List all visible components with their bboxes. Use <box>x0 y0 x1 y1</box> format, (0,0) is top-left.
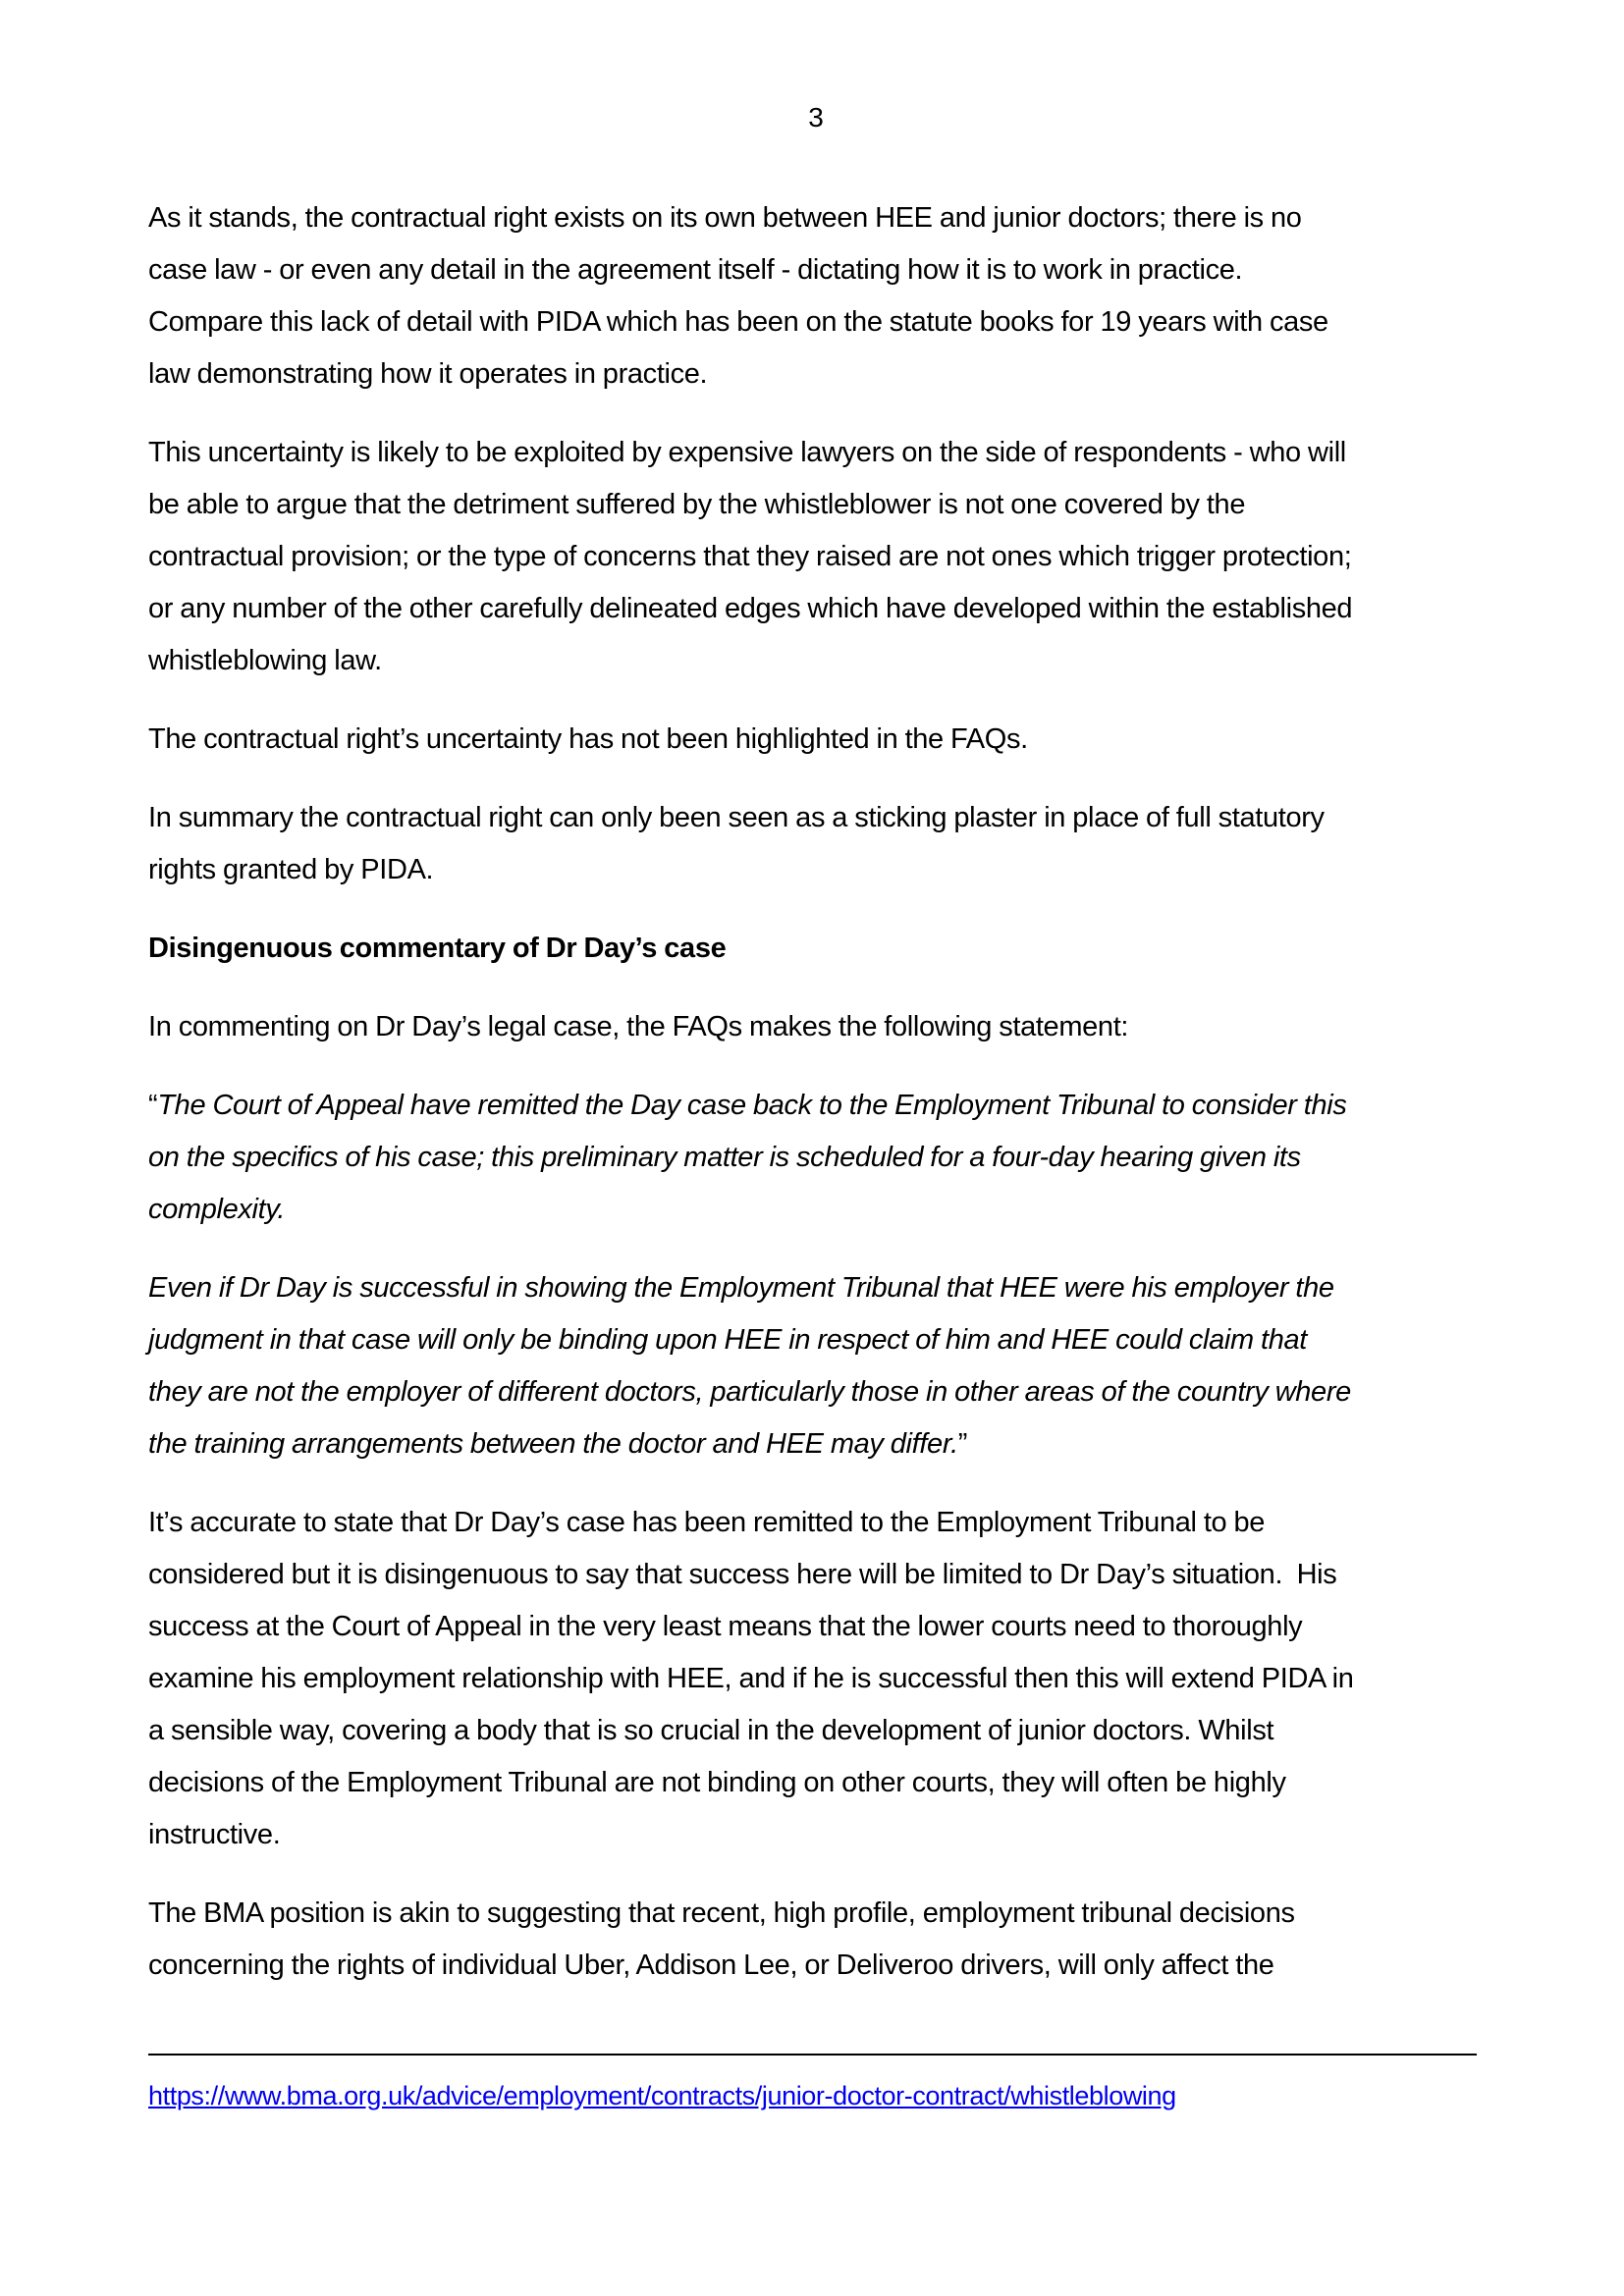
quote-text: they are not the employer of different doctors, particularly those in other areas of the country where <box>148 1376 1351 1408</box>
text-line: The BMA position is akin to suggesting that recent, high profile, employment tribunal decisions <box>148 1897 1295 1929</box>
footnote-divider <box>148 2054 1477 2056</box>
text-line: case law - or even any detail in the agreement itself - dictating how it is to work in practice. <box>148 254 1243 286</box>
quote-text: The Court of Appeal have remitted the Day case back to the Employment Tribunal to consider this <box>157 1090 1347 1121</box>
paragraph-faqs-statement-intro <box>148 1001 1489 1053</box>
paragraph-contractual-right <box>148 192 1489 400</box>
quote-paragraph-court-of-appeal <box>148 1080 1489 1236</box>
text-line: law demonstrating how it operates in practice. <box>148 358 708 390</box>
quote-line <box>148 1184 1489 1236</box>
text-line: rights granted by PIDA. <box>148 854 434 885</box>
text-line: Compare this lack of detail with PIDA which has been on the statute books for 19 years with case <box>148 306 1328 338</box>
quote-text: on the specifics of his case; this preliminary matter is scheduled for a four-day hearing given its <box>148 1142 1301 1173</box>
text-line: be able to argue that the detriment suffered by the whistleblower is not one covered by the <box>148 489 1246 520</box>
quote-line <box>148 1314 1489 1366</box>
quote-paragraph-even-if-successful <box>148 1262 1489 1470</box>
paragraph-uncertainty-exploited <box>148 427 1489 687</box>
text-line: whistleblowing law. <box>148 645 382 676</box>
paragraph-accurate-to-state <box>148 1497 1489 1861</box>
paragraph-faqs-not-highlighted <box>148 714 1489 766</box>
paragraph-bma-position <box>148 1888 1489 1992</box>
section-heading <box>148 923 1489 975</box>
text-line: In commenting on Dr Day’s legal case, the FAQs makes the following statement: <box>148 1011 1129 1042</box>
quote-text: Even if Dr Day is successful in showing the Employment Tribunal that HEE were his employer the <box>148 1272 1334 1304</box>
quote-line <box>148 1366 1489 1418</box>
text-line: success at the Court of Appeal in the very least means that the lower courts need to thoroughly <box>148 1611 1303 1642</box>
footnote-link[interactable]: https://www.bma.org.uk/advice/employment/contracts/junior-doctor-contract/whistleblowing <box>148 2081 1176 2110</box>
text-line: considered but it is disingenuous to say that success here will be limited to Dr Day’s situation. His <box>148 1559 1337 1590</box>
quote-line <box>148 1080 1489 1132</box>
text-line: In summary the contractual right can only been seen as a sticking plaster in place of full statutory <box>148 802 1325 833</box>
text-line: The contractual right’s uncertainty has not been highlighted in the FAQs. <box>148 723 1028 755</box>
text-line: It’s accurate to state that Dr Day’s case has been remitted to the Employment Tribunal to be <box>148 1507 1266 1538</box>
text-line: As it stands, the contractual right exists on its own between HEE and junior doctors; there is no <box>148 202 1302 234</box>
text-line: decisions of the Employment Tribunal are not binding on other courts, they will often be highly <box>148 1767 1286 1798</box>
quote-text: complexity. <box>148 1194 286 1225</box>
text-line: or any number of the other carefully delineated edges which have developed within the established <box>148 593 1353 624</box>
quote-line <box>148 1132 1489 1184</box>
document-body <box>148 192 1489 2018</box>
text-line: a sensible way, covering a body that is so crucial in the development of junior doctors. Whilst <box>148 1715 1274 1746</box>
open-quote-mark: “ <box>148 1090 158 1121</box>
quote-text: judgment in that case will only be binding upon HEE in respect of him and HEE could claim that <box>148 1324 1307 1356</box>
quote-text: the training arrangements between the doctor and HEE may differ. <box>148 1428 958 1460</box>
page-number: 3 <box>808 102 824 133</box>
text-line: contractual provision; or the type of concerns that they raised are not ones which trigger protection; <box>148 541 1352 572</box>
close-quote-mark: ” <box>957 1428 968 1460</box>
text-line: examine his employment relationship with HEE, and if he is successful then this will extend PIDA in <box>148 1663 1354 1694</box>
quote-line <box>148 1418 1489 1470</box>
text-line: instructive. <box>148 1819 281 1850</box>
heading-text: Disingenuous commentary of Dr Day’s case <box>148 933 727 964</box>
text-line: This uncertainty is likely to be exploited by expensive lawyers on the side of respondents - who will <box>148 437 1346 468</box>
paragraph-summary <box>148 792 1489 896</box>
text-line: concerning the rights of individual Uber, Addison Lee, or Deliveroo drivers, will only affect the <box>148 1949 1274 1981</box>
quote-line <box>148 1262 1489 1314</box>
